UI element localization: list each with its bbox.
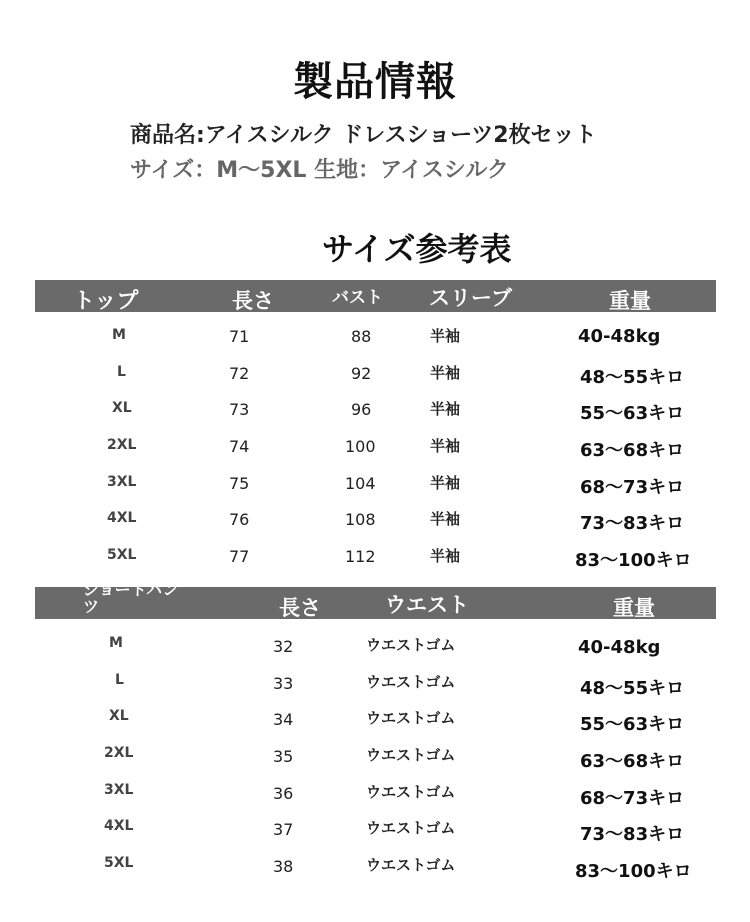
header-waist: ウエスト <box>385 593 469 617</box>
length-cell: 75 <box>229 474 250 493</box>
waist-cell: ウエストゴム <box>366 709 456 727</box>
length-cell: 76 <box>229 510 250 529</box>
weight-cell: 73～83キロ <box>580 513 685 534</box>
bust-cell: 96 <box>351 400 372 419</box>
length-cell: 32 <box>273 637 294 656</box>
size-cell: 2XL <box>107 437 137 453</box>
size-fabric-info: サイズ：M～5XL 生地：アイスシルク <box>130 158 509 183</box>
size-cell: 5XL <box>104 855 134 871</box>
sleeve-cell: 半袖 <box>430 364 461 382</box>
length-cell: 77 <box>229 547 250 566</box>
tops-header-bar <box>35 280 716 312</box>
size-cell: L <box>117 364 126 380</box>
weight-cell: 63～68キロ <box>580 440 685 461</box>
length-cell: 38 <box>273 857 294 876</box>
header-length: 長さ <box>232 289 274 313</box>
sleeve-cell: 半袖 <box>430 547 461 565</box>
length-cell: 73 <box>229 400 250 419</box>
header-bust: バスト <box>332 288 383 308</box>
weight-cell: 55～63キロ <box>580 714 685 735</box>
bust-cell: 100 <box>345 437 376 456</box>
page-title: 製品情報 <box>293 59 457 105</box>
size-cell: XL <box>112 400 132 416</box>
bust-cell: 112 <box>345 547 376 566</box>
bust-cell: 88 <box>351 327 372 346</box>
weight-cell: 40-48kg <box>578 326 661 347</box>
length-cell: 35 <box>273 747 294 766</box>
shorts-header-bar <box>35 580 716 620</box>
weight-cell: 68～73キロ <box>580 477 685 498</box>
sleeve-cell: 半袖 <box>430 510 461 528</box>
length-cell: 37 <box>273 820 294 839</box>
product-name: 商品名:アイスシルク ドレスショーツ2枚セット <box>130 123 597 148</box>
header-shorts-line2: ツ <box>83 597 100 616</box>
length-cell: 33 <box>273 674 294 693</box>
weight-cell: 83～100キロ <box>575 550 692 571</box>
header-sleeve: スリーブ <box>429 286 512 310</box>
header-top: トップ <box>73 289 139 314</box>
length-cell: 36 <box>273 784 294 803</box>
sleeve-cell: 半袖 <box>430 400 461 418</box>
weight-cell: 68～73キロ <box>580 788 685 809</box>
sleeve-cell: 半袖 <box>430 437 461 455</box>
bust-cell: 104 <box>345 474 376 493</box>
sleeve-cell: 半袖 <box>430 327 461 345</box>
bust-cell: 108 <box>345 510 376 529</box>
weight-cell: 48～55キロ <box>580 678 685 699</box>
header-weight: 重量 <box>609 289 651 313</box>
sleeve-cell: 半袖 <box>430 474 461 492</box>
waist-cell: ウエストゴム <box>366 673 456 691</box>
weight-cell: 55～63キロ <box>580 403 685 424</box>
waist-cell: ウエストゴム <box>366 746 456 764</box>
waist-cell: ウエストゴム <box>366 856 456 874</box>
header-weight: 重量 <box>613 596 655 620</box>
length-cell: 71 <box>229 327 250 346</box>
size-cell: M <box>109 635 123 651</box>
header-shorts <box>83 581 178 615</box>
weight-cell: 40-48kg <box>578 637 661 658</box>
waist-cell: ウエストゴム <box>366 636 456 654</box>
waist-cell: ウエストゴム <box>366 819 456 837</box>
size-cell: M <box>112 327 126 343</box>
waist-cell: ウエストゴム <box>366 783 456 801</box>
size-cell: 4XL <box>107 510 137 526</box>
header-length: 長さ <box>279 596 321 620</box>
weight-cell: 73～83キロ <box>580 824 685 845</box>
header-shorts-line1: ショートパン <box>83 580 179 599</box>
length-cell: 72 <box>229 364 250 383</box>
size-cell: 2XL <box>104 745 134 761</box>
size-cell: 3XL <box>104 782 134 798</box>
length-cell: 74 <box>229 437 250 456</box>
bust-cell: 92 <box>351 364 372 383</box>
length-cell: 34 <box>273 710 294 729</box>
weight-cell: 83～100キロ <box>575 861 692 882</box>
size-cell: XL <box>109 708 129 724</box>
size-cell: 5XL <box>107 547 137 563</box>
size-chart-title: サイズ参考表 <box>322 230 512 268</box>
size-cell: 3XL <box>107 474 137 490</box>
size-cell: L <box>115 672 124 688</box>
weight-cell: 63～68キロ <box>580 751 685 772</box>
weight-cell: 48～55キロ <box>580 367 685 388</box>
size-cell: 4XL <box>104 818 134 834</box>
